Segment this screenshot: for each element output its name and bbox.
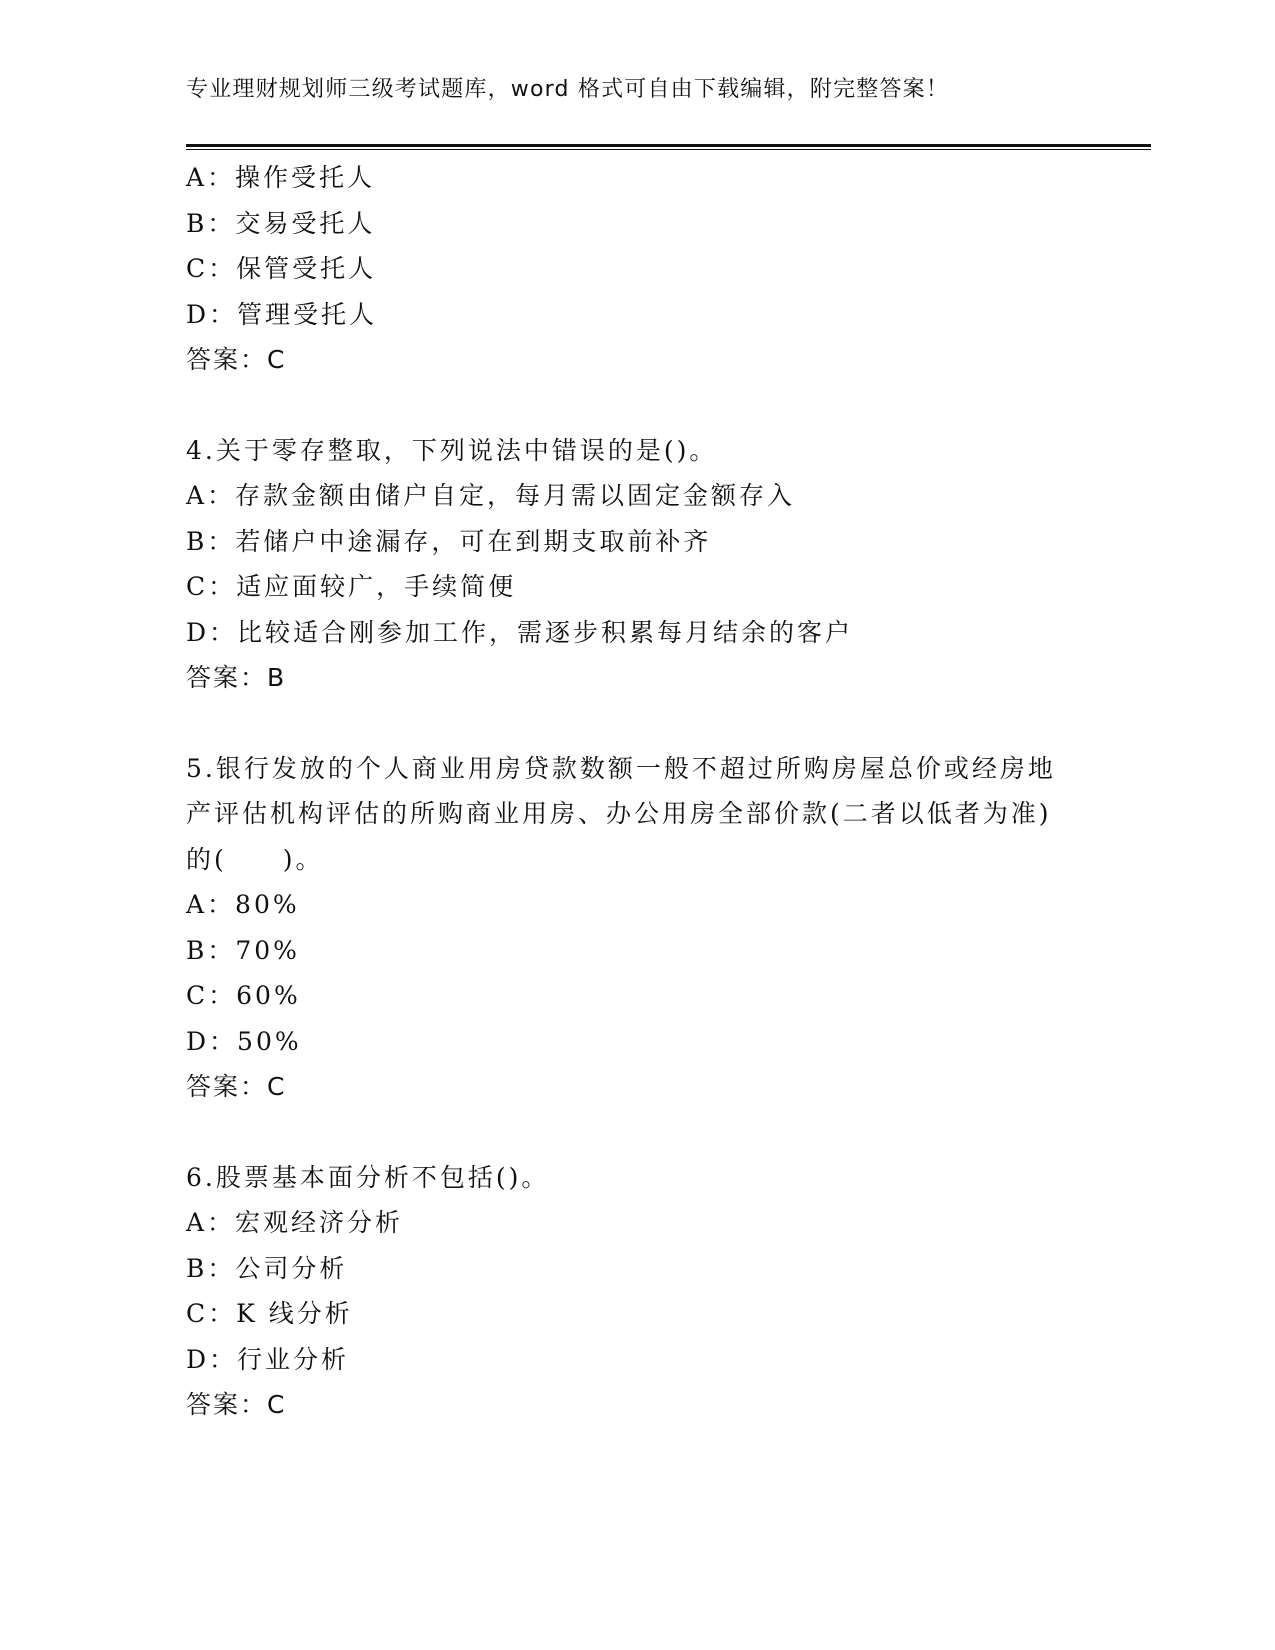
- option-b: B：交易受托人: [186, 208, 376, 238]
- header-rule-thick: [186, 144, 1151, 147]
- answer-line: 答案：C: [186, 1390, 287, 1419]
- option-b: B：公司分析: [186, 1253, 348, 1283]
- option-a: A：宏观经济分析: [186, 1208, 404, 1237]
- block-spacer: [186, 1110, 1106, 1155]
- question-text: 6.股票基本面分析不包括()。: [186, 1162, 550, 1192]
- question-block: [186, 1155, 1106, 1428]
- option-d: D：管理受托人: [186, 299, 378, 329]
- option-c: C：保管受托人: [186, 254, 377, 283]
- option-a: A：操作受托人: [186, 163, 376, 192]
- option-d: D：比较适合刚参加工作，需逐步积累每月结余的客户: [186, 617, 854, 647]
- question-list: [186, 155, 1106, 1428]
- page-header: 专业理财规划师三级考试题库，word 格式可自由下载编辑，附完整答案！: [186, 77, 950, 102]
- option-b: B：若储户中途漏存，可在到期支取前补齐: [186, 526, 712, 556]
- option-d: D：50%: [186, 1026, 302, 1056]
- header-rule-thin: [186, 149, 1151, 150]
- question-text: 5.银行发放的个人商业用房贷款数额一般不超过所购房屋总价或经房地产评估机构评估的所购商业用房、办公用房全部价款(二者以低者为准)的( )。: [186, 753, 1056, 874]
- question-text: 4.关于零存整取，下列说法中错误的是()。: [186, 435, 718, 465]
- question-block: [186, 746, 1106, 1110]
- option-a: A：存款金额由储户自定，每月需以固定金额存入: [186, 481, 796, 510]
- answer-line: 答案：C: [186, 345, 287, 374]
- option-d: D：行业分析: [186, 1344, 350, 1374]
- question-block: [186, 155, 1106, 383]
- answer-line: 答案：C: [186, 1072, 287, 1101]
- option-b: B：70%: [186, 935, 300, 965]
- option-c: C：K 线分析: [186, 1299, 353, 1328]
- option-c: C：60%: [186, 981, 301, 1010]
- answer-line: 答案：B: [186, 663, 287, 692]
- block-spacer: [186, 701, 1106, 746]
- option-c: C：适应面较广，手续简便: [186, 572, 517, 601]
- option-a: A：80%: [186, 890, 300, 919]
- question-block: [186, 428, 1106, 701]
- block-spacer: [186, 383, 1106, 428]
